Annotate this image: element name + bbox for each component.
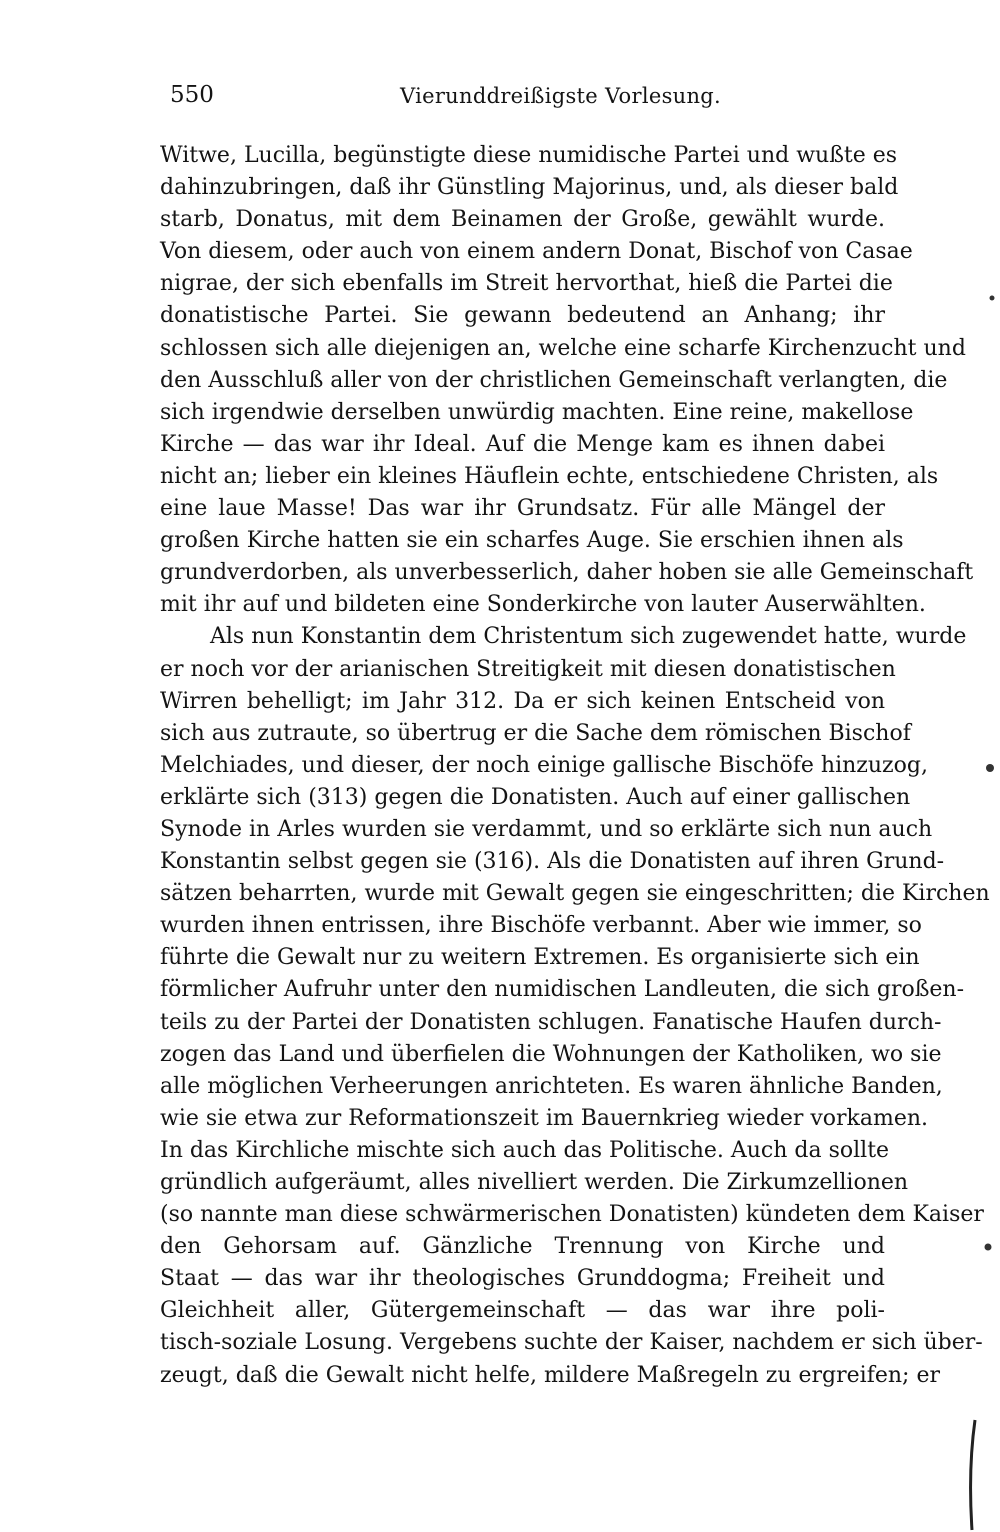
text-line: In das Kirchliche mischte sich auch das Politische. Auch da sollte (160, 1137, 890, 1163)
text-line: Konstantin selbst gegen sie (316). Als die Donatisten auf ihren Grund- (160, 849, 945, 875)
text-line: zogen das Land und überfielen die Wohnungen der Katholiken, wo sie (160, 1041, 942, 1067)
margin-dot (986, 764, 994, 772)
running-head: Vierunddreißigste Vorlesung. (400, 84, 722, 108)
text-line: Gleichheit aller, Gütergemeinschaft — das war ihre poli- (160, 1298, 885, 1324)
text-line: den Gehorsam auf. Gänzliche Trennung von Kirche und (160, 1234, 885, 1260)
text-line: zeugt, daß die Gewalt nicht helfe, mildere Maßregeln zu ergreifen; er (160, 1362, 940, 1388)
page-number: 550 (170, 82, 214, 108)
text-line: mit ihr auf und bildeten eine Sonderkirche von lauter Auserwählten. (160, 592, 926, 618)
margin-dot (990, 296, 995, 301)
text-line: großen Kirche hatten sie ein scharfes Auge. Sie erschien ihnen als (160, 528, 904, 554)
text-line: Wirren behelligt; im Jahr 312. Da er sich keinen Entscheid von (160, 688, 885, 714)
text-line: Witwe, Lucilla, begünstigte diese numidische Partei und wußte es (160, 143, 898, 168)
text-line: (so nannte man diese schwärmerischen Donatisten) kündeten dem Kaiser (160, 1202, 984, 1228)
text-line: wurden ihnen entrissen, ihre Bischöfe verbannt. Aber wie immer, so (160, 913, 922, 939)
text-line: führte die Gewalt nur zu weitern Extremen. Es organisierte sich ein (160, 945, 920, 971)
page-header (160, 82, 880, 122)
text-line: donatistische Partei. Sie gewann bedeutend an Anhang; ihr (160, 303, 885, 329)
body-text (160, 140, 990, 1392)
text-line: sich irgendwie derselben unwürdig machten. Eine reine, makellose (160, 399, 914, 425)
text-line: Synode in Arles wurden sie verdammt, und so erklärte sich nun auch (160, 816, 933, 842)
text-line: er noch vor der arianischen Streitigkeit mit diesen donatistischen (160, 656, 896, 682)
text-line: wie sie etwa zur Reformationszeit im Bauernkrieg wieder vorkamen. (160, 1105, 929, 1131)
text-line: gründlich aufgeräumt, alles nivelliert werden. Die Zirkumzellionen (160, 1170, 909, 1195)
text-line: dahinzubringen, daß ihr Günstling Majorinus, und, als dieser bald (160, 175, 899, 201)
text-line: Melchiades, und dieser, der noch einige gallische Bischöfe hinzuzog, (160, 752, 928, 778)
text-line: eine laue Masse! Das war ihr Grundsatz. Für alle Mängel der (160, 496, 885, 522)
text-line: grundverdorben, als unverbesserlich, daher hoben sie alle Gemeinschaft (160, 560, 974, 586)
text-line: nigrae, der sich ebenfalls im Streit hervorthat, hieß die Partei die (160, 271, 893, 297)
text-line: Als nun Konstantin dem Christentum sich zugewendet hatte, wurde (210, 624, 967, 650)
margin-dot (985, 1244, 992, 1251)
text-line: starb, Donatus, mit dem Beinamen der Große, gewählt wurde. (160, 207, 885, 233)
text-line: sätzen beharrten, wurde mit Gewalt gegen sie eingeschritten; die Kirchen (160, 881, 990, 907)
text-line: den Ausschluß aller von der christlichen Gemeinschaft verlangten, die (160, 367, 948, 393)
text-line: Staat — das war ihr theologisches Grunddogma; Freiheit und (160, 1266, 885, 1292)
text-line: tisch-soziale Losung. Vergebens suchte der Kaiser, nachdem er sich über- (160, 1330, 983, 1356)
text-line: förmlicher Aufruhr unter den numidischen Landleuten, die sich großen- (160, 977, 965, 1003)
text-line: Von diesem, oder auch von einem andern Donat, Bischof von Casae (160, 239, 913, 265)
text-line: erklärte sich (313) gegen die Donatisten. Auch auf einer gallischen (160, 784, 911, 810)
text-line: teils zu der Partei der Donatisten schlugen. Fanatische Haufen durch- (160, 1009, 942, 1035)
margin-stroke (971, 1420, 975, 1530)
text-line: alle möglichen Verheerungen anrichteten. Es waren ähnliche Banden, (160, 1073, 943, 1099)
text-line: sich aus zutraute, so übertrug er die Sache dem römischen Bischof (160, 720, 911, 746)
text-line: schlossen sich alle diejenigen an, welche eine scharfe Kirchenzucht und (160, 335, 966, 361)
text-line: nicht an; lieber ein kleines Häuflein echte, entschiedene Christen, als (160, 463, 939, 489)
text-line: Kirche — das war ihr Ideal. Auf die Menge kam es ihnen dabei (160, 431, 885, 457)
